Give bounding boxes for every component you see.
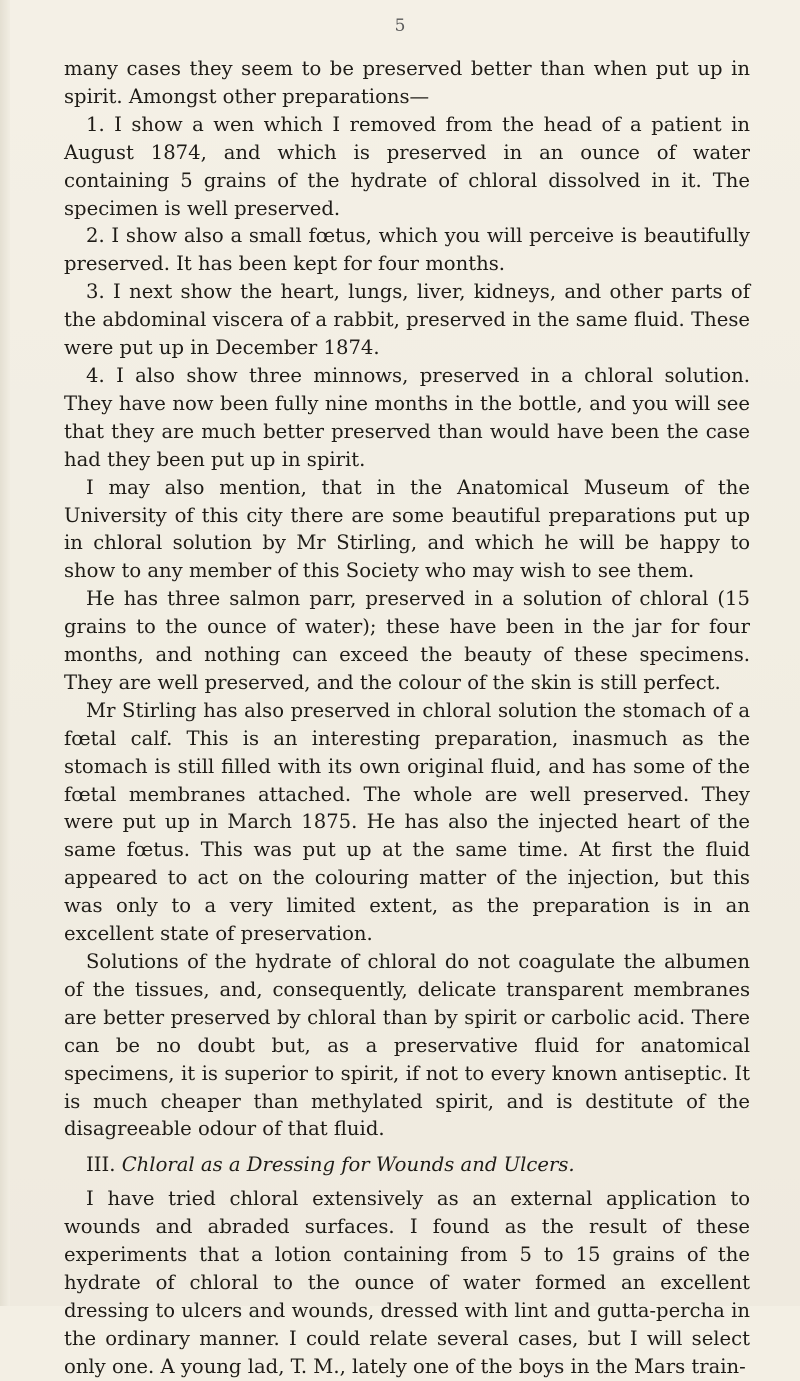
paragraph-dressing: I have tried chloral extensively as an external application to wounds and abraded surfaces. I found as the result of these experiments that a lotion containing from 5 to 15 grains of the hydrate of chloral to the ounce of water formed an excellent dressing to ulcers and wounds, dressed with lint and gutta-percha in the ordinary manner. I could relate several cases, but I will select only one. A young lad, T. M., lately one of the boys in the Mars train-: [64, 1187, 750, 1378]
paragraph-item-1: 1. I show a wen which I removed from the head of a patient in August 1874, and which is preserved in an ounce of water containing 5 grains of the hydrate of chloral dissolved in it. The specimen is well preserved.: [64, 112, 750, 220]
section-numeral: III.: [86, 1153, 116, 1177]
paragraph-foetal-calf: Mr Stirling has also preserved in chloral solution the stomach of a fœtal calf. This is an interesting preparation, inasmuch as the stomach is still filled with its own original fluid, and has some of the fœtal membranes attached. The whole are well preserved. They were put up in March 1875. He has also the injected heart of the same fœtus. This was put up at the same time. At first the fluid appeared to act on the colouring matter of the injection, but this was only to a very limited extent, as the preparation is in an excellent state of preservation.: [64, 698, 750, 946]
section-title: Chloral as a Dressing for Wounds and Ulcers.: [121, 1153, 575, 1177]
paragraph-solutions: Solutions of the hydrate of chloral do not coagulate the albumen of the tissues, and, consequently, delicate transparent membranes are better preserved by chloral than by spirit or carbolic acid. There can be no doubt but, as a preservative fluid for anatomical specimens, it is superior to spirit, if not to every known antiseptic. It is much cheaper than methylated spirit, and is destitute of the disagreeable odour of that fluid.: [64, 950, 750, 1141]
paragraph-item-4: 4. I also show three minnows, preserved in a chloral solution. They have now been fully nine months in the bottle, and you will see that they are much better preserved than would have been the case had they been put up in spirit.: [64, 363, 750, 471]
page-left-edge: [0, 0, 10, 1306]
section-heading: [64, 1151, 750, 1179]
paragraph-item-2: 2. I show also a small fœtus, which you will perceive is beautifully preserved. It has been kept for four months.: [64, 224, 750, 276]
paragraph-salmon-parr: He has three salmon parr, preserved in a solution of chloral (15 grains to the ounce of water); these have been in the jar for four months, and nothing can exceed the beauty of these specimens. They are well preserved, and the colour of the skin is still perfect.: [64, 587, 750, 694]
paragraph-item-3: 3. I next show the heart, lungs, liver, kidneys, and other parts of the abdominal viscera of a rabbit, preserved in the same fluid. These were put up in December 1874.: [64, 280, 750, 360]
paragraph-continuation: many cases they seem to be preserved better than when put up in spirit. Amongst other preparations—: [64, 57, 750, 108]
paragraph-museum: I may also mention, that in the Anatomical Museum of the University of this city there are some beautiful preparations put up in chloral solution by Mr Stirling, and which he will be happy to show to any member of this Society who may wish to see them.: [64, 475, 750, 583]
page-number: 5: [394, 16, 406, 36]
body-text: [64, 55, 750, 1381]
